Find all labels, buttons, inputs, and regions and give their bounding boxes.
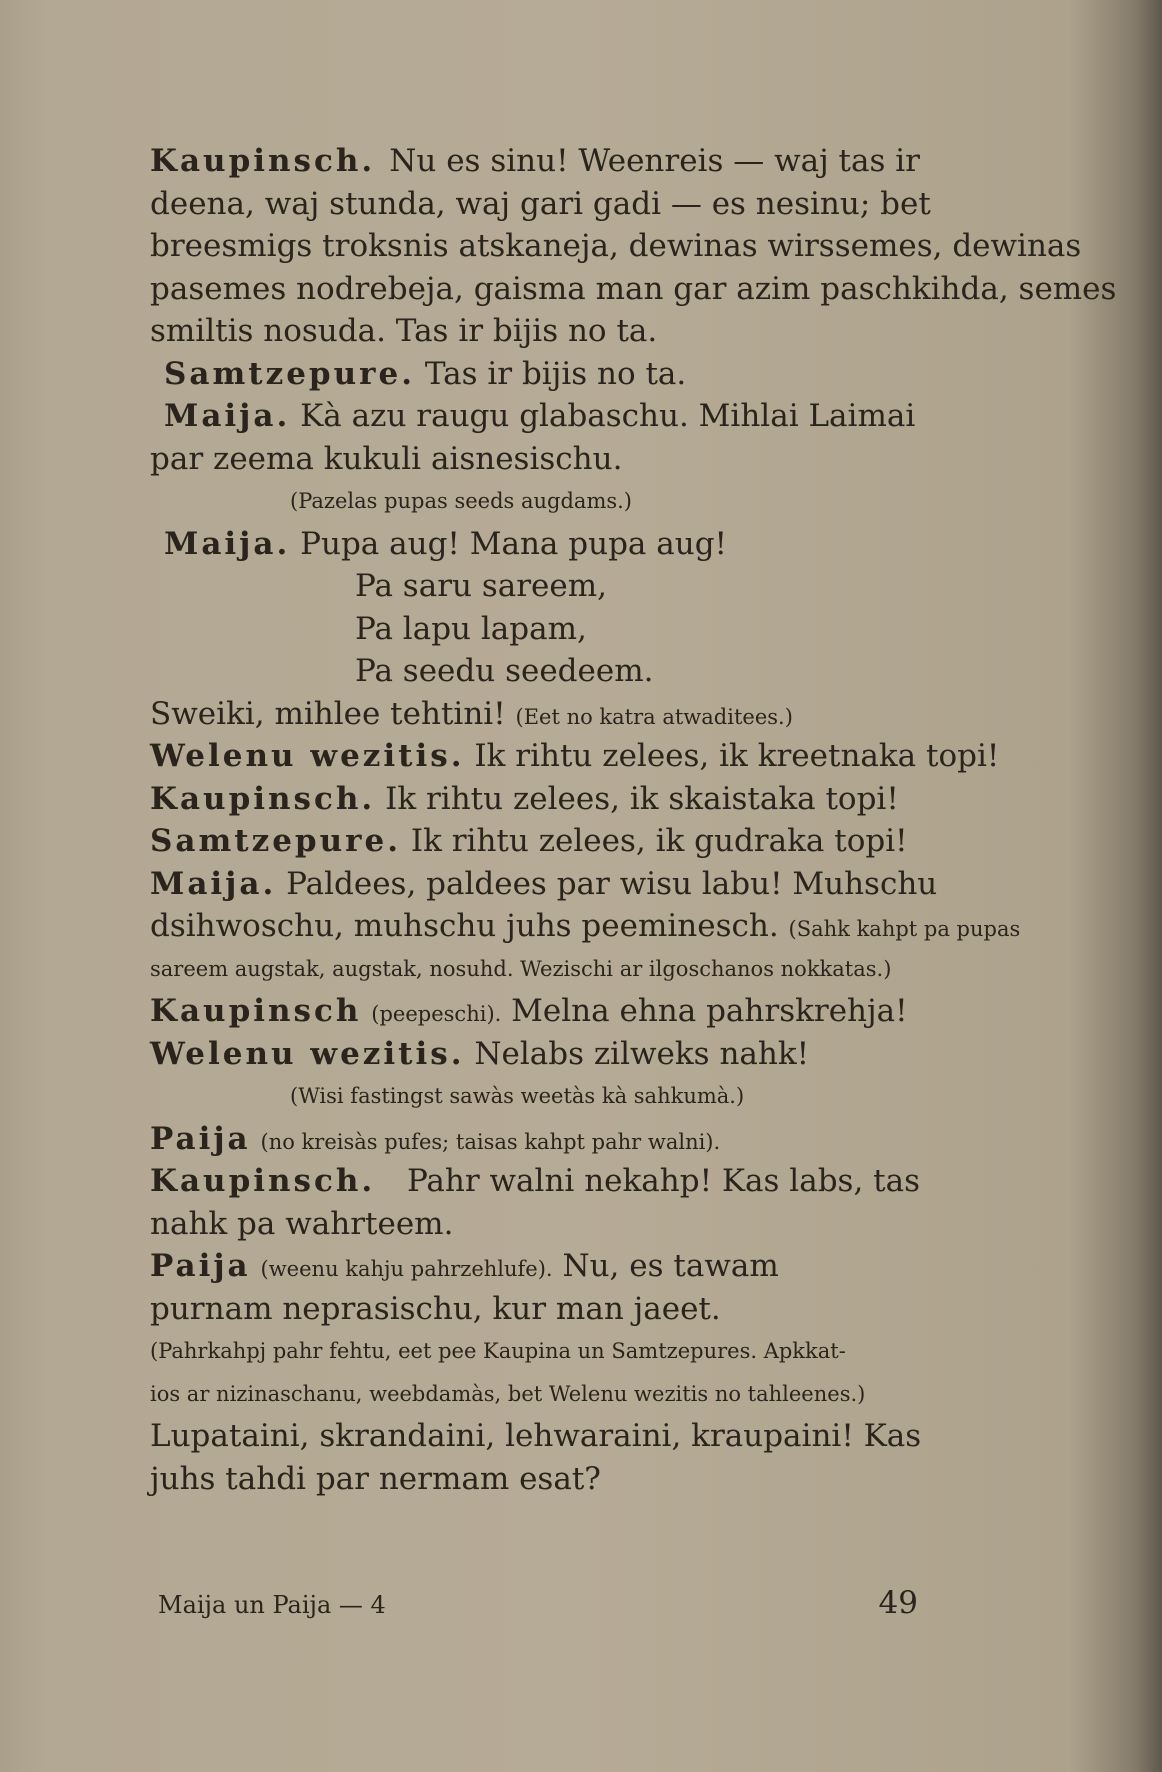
stage-direction: (Pahrkahpj pahr fehtu, eet pee Kaupina un Samtzepures. Apkkat- — [150, 1339, 846, 1363]
text-line: Kaupinsch (peepeschi). Melna ehna pahrskrehja! — [150, 993, 908, 1029]
text-line: Samtzepure. Tas ir bijis no ta. — [164, 355, 687, 392]
stage-direction: (Wisi fastingst sawàs weetàs kà sahkumà.) — [290, 1084, 745, 1108]
stage-direction: ios ar nizinaschanu, weebdamàs, bet Welenu wezitis no tahleenes.) — [150, 1381, 866, 1406]
text-line: dsihwoschu, muhschu juhs peeminesch. (Sahk kahpt pa pupas — [150, 908, 1021, 944]
text-line: pasemes nodrebeja, gaisma man gar azim paschkihda, semes — [150, 270, 1117, 307]
text-line: breesmigs troksnis atskaneja, dewinas wirssemes, dewinas — [150, 228, 1082, 264]
text-line: Maija. Kà azu raugu glabaschu. Mihlai Laimai — [164, 398, 916, 434]
signature-mark: Maija un Paija — 4 — [158, 1591, 386, 1619]
stage-direction: (Pazelas pupas seeds augdams.) — [290, 489, 632, 513]
text-line: Lupataini, skrandaini, lehwaraini, kraupaini! Kas — [150, 1418, 922, 1454]
page-edge-shadow — [1140, 0, 1162, 1772]
verse-line: Pa lapu lapam, — [355, 610, 587, 647]
verse-line: Pa saru sareem, — [355, 568, 607, 604]
text-line: deena, waj stunda, waj gari gadi — es nesinu; bet — [150, 185, 931, 222]
text-line: nahk pa wahrteem. — [150, 1205, 454, 1242]
text-line: Welenu wezitis. Nelabs zilweks nahk! — [150, 1035, 810, 1072]
text-line: par zeema kukuli aisnesischu. — [150, 440, 623, 477]
verse-line: Pa seedu seedeem. — [355, 653, 654, 689]
page-body — [150, 140, 1117, 1500]
text-line: Maija. Pupa aug! Mana pupa aug! — [164, 525, 728, 562]
text-line: Sweiki, mihlee tehtini! (Eet no katra atwaditees.) — [150, 695, 793, 732]
text-line: Kaupinsch. Pahr walni nekahp! Kas labs, tas — [150, 1163, 920, 1199]
text-line: Paija (weenu kahju pahrzehlufe). Nu, es tawam — [150, 1248, 779, 1284]
text-line: Paija (no kreisàs pufes; taisas kahpt pahr walni). — [150, 1120, 721, 1157]
text-line: purnam neprasischu, kur man jaeet. — [150, 1290, 721, 1327]
text-line: Kaupinsch. Ik rihtu zelees, ik skaistaka topi! — [150, 780, 899, 817]
page-number: 49 — [878, 1585, 918, 1621]
text-line: Welenu wezitis. Ik rihtu zelees, ik kreetnaka topi! — [150, 738, 1000, 774]
text-line: Samtzepure. Ik rihtu zelees, ik gudraka topi! — [150, 823, 908, 859]
page-footer — [158, 1585, 918, 1621]
text-line: Maija. Paldees, paldees par wisu labu! Muhschu — [150, 865, 938, 902]
stage-direction: sareem augstak, augstak, nosuhd. Wezischi ar ilgoschanos nokkatas.) — [150, 956, 892, 981]
text-line: smiltis nosuda. Tas ir bijis no ta. — [150, 313, 658, 349]
text-line: juhs tahdi par nermam esat? — [150, 1460, 601, 1497]
text-line: Kaupinsch. Nu es sinu! Weenreis — waj tas ir — [150, 143, 920, 179]
